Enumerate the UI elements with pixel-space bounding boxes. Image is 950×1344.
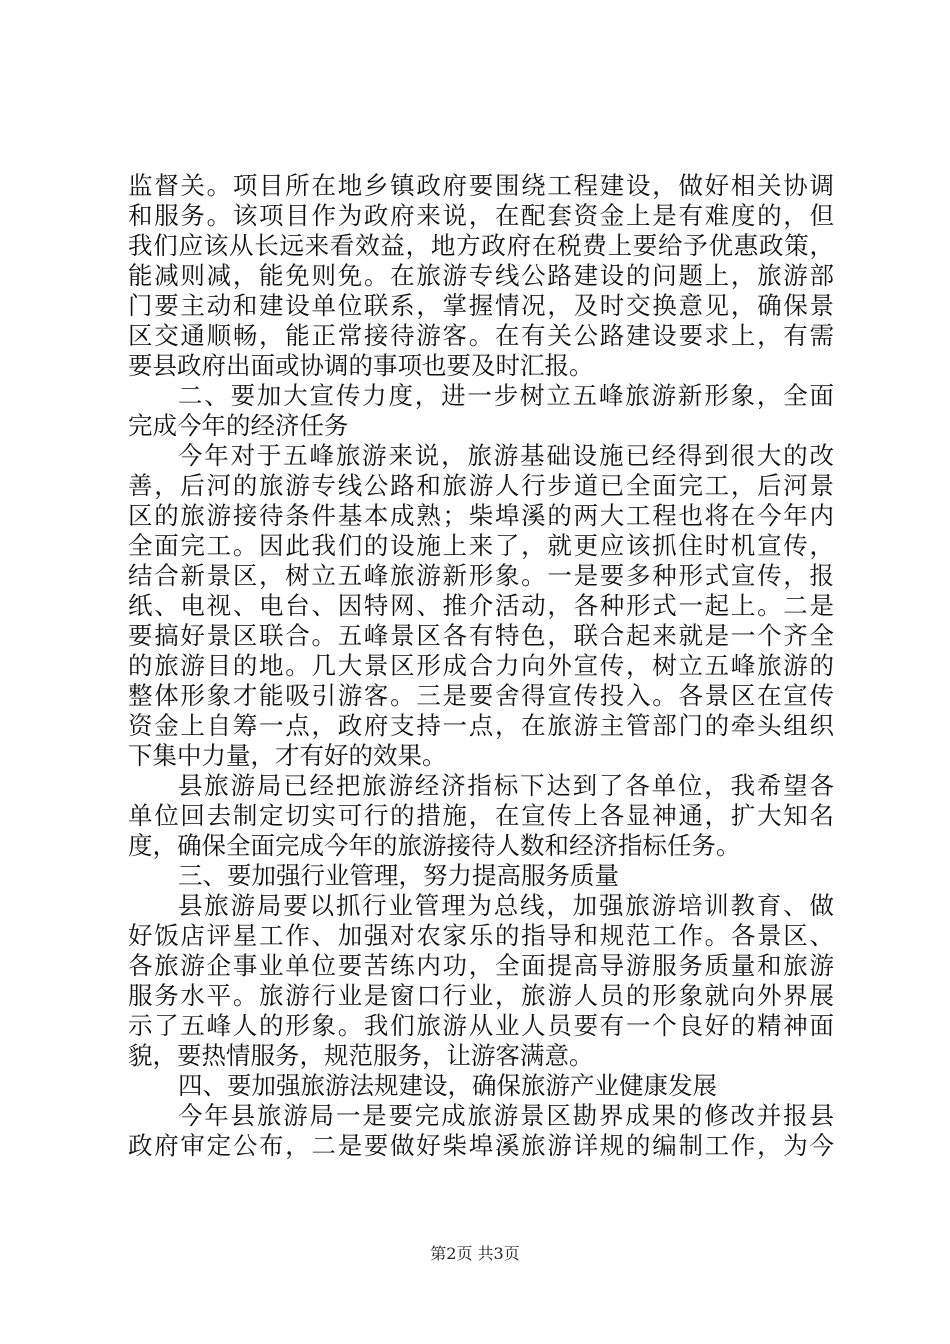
text-line: 政府审定公布，二是要做好柴埠溪旅游详规的编制工作，为今 (128, 1131, 834, 1160)
text-line: 下集中力量，才有好的效果。 (128, 741, 447, 770)
text-line: 示了五峰人的形象。我们旅游从业人员要有一个良好的精神面 (128, 1011, 834, 1040)
text-line: 各旅游企事业单位要苦练内功，全面提高导游服务质量和旅游 (128, 951, 834, 980)
text-line: 县旅游局要以抓行业管理为总线，加强旅游培训教育、做 (178, 891, 834, 920)
document-body (128, 171, 834, 1161)
text-line: 四、要加强旅游法规建设，确保旅游产业健康发展 (178, 1071, 717, 1100)
text-line: 服务水平。旅游行业是窗口行业，旅游人员的形象就向外界展 (128, 981, 834, 1010)
text-line: 纸、电视、电台、因特网、推介活动，各种形式一起上。二是 (128, 591, 834, 620)
text-line: 监督关。项目所在地乡镇政府要围绕工程建设，做好相关协调 (128, 171, 834, 200)
text-line: 单位回去制定切实可行的措施，在宣传上各显神通，扩大知名 (128, 801, 834, 830)
text-line: 善，后河的旅游专线公路和旅游人行步道已全面完工，后河景 (128, 471, 834, 500)
text-line: 和服务。该项目作为政府来说，在配套资金上是有难度的，但 (128, 201, 834, 230)
text-line: 全面完工。因此我们的设施上来了，就更应该抓住时机宣传， (128, 531, 834, 560)
text-line: 我们应该从长远来看效益，地方政府在税费上要给予优惠政策， (128, 231, 834, 260)
text-line: 整体形象才能吸引游客。三是要舍得宣传投入。各景区在宣传 (128, 681, 834, 710)
text-line: 今年县旅游局一是要完成旅游景区勘界成果的修改并报县 (178, 1101, 834, 1130)
text-line: 貌，要热情服务，规范服务，让游客满意。 (128, 1041, 594, 1070)
text-line: 二、要加大宣传力度，进一步树立五峰旅游新形象，全面 (178, 381, 834, 410)
text-line: 完成今年的经济任务 (128, 411, 349, 440)
text-line: 今年对于五峰旅游来说，旅游基础设施已经得到很大的改 (178, 441, 834, 470)
text-line: 区的旅游接待条件基本成熟；柴埠溪的两大工程也将在今年内 (128, 501, 834, 530)
text-line: 好饭店评星工作、加强对农家乐的指导和规范工作。各景区、 (128, 921, 834, 950)
text-line: 的旅游目的地。几大景区形成合力向外宣传，树立五峰旅游的 (128, 651, 834, 680)
text-line: 能减则减，能免则免。在旅游专线公路建设的问题上，旅游部 (128, 261, 834, 290)
text-line: 三、要加强行业管理，努力提高服务质量 (178, 861, 619, 890)
text-line: 县旅游局已经把旅游经济指标下达到了各单位，我希望各 (178, 771, 834, 800)
text-line: 门要主动和建设单位联系，掌握情况，及时交换意见，确保景 (128, 291, 834, 320)
text-line: 度，确保全面完成今年的旅游接待人数和经济指标任务。 (128, 831, 741, 860)
text-line: 结合新景区，树立五峰旅游新形象。一是要多种形式宣传，报 (128, 561, 834, 590)
text-line: 要搞好景区联合。五峰景区各有特色，联合起来就是一个齐全 (128, 621, 834, 650)
text-line: 区交通顺畅，能正常接待游客。在有关公路建设要求上，有需 (128, 321, 834, 350)
text-line: 要县政府出面或协调的事项也要及时汇报。 (128, 351, 594, 380)
text-line: 资金上自筹一点，政府支持一点，在旅游主管部门的牵头组织 (128, 711, 834, 740)
page-number-footer: 第2页 共3页 (430, 1244, 520, 1263)
